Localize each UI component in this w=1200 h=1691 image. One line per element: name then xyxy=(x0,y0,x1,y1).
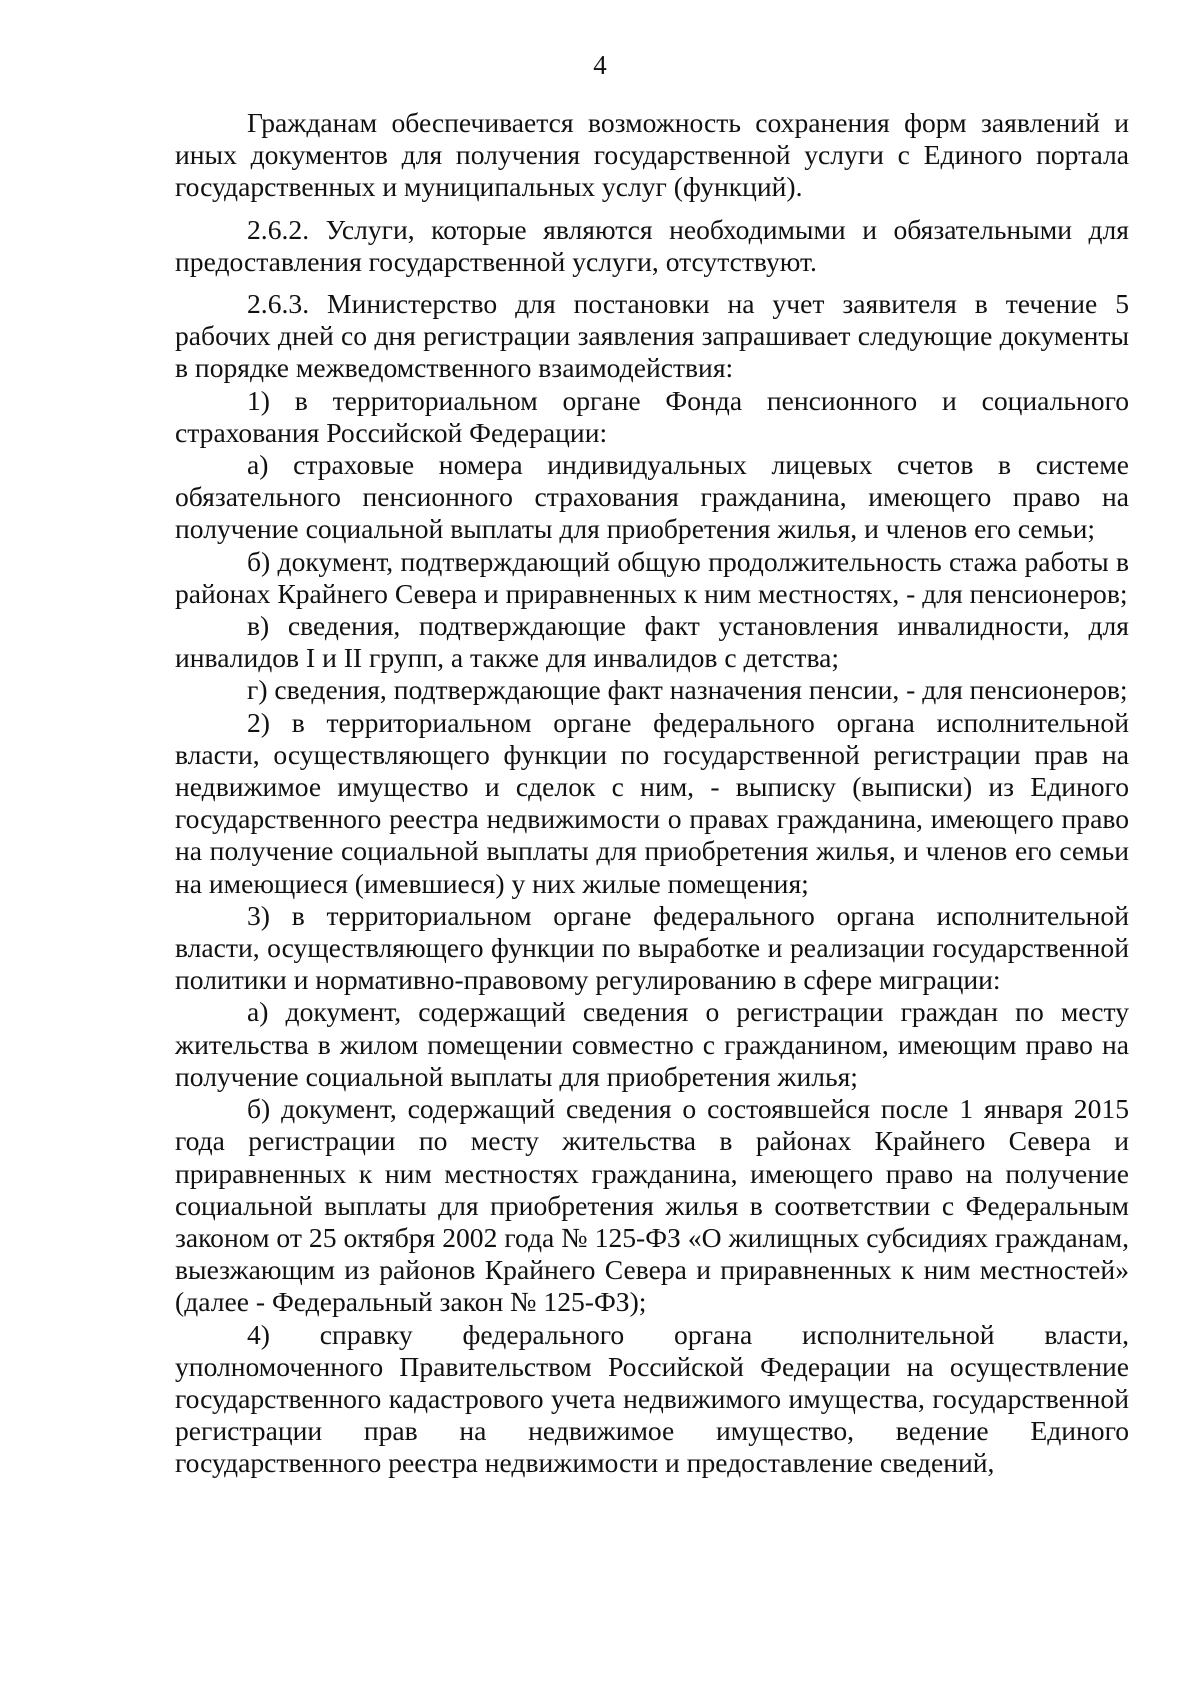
list-item-3a: а) документ, содержащий сведения о регистрации граждан по месту жительства в жилом помещении совместно с гражданином, имеющим право на получение социальной выплаты для приобретения жилья; xyxy=(175,996,1129,1092)
list-item-2: 2) в территориальном органе федерального органа исполнительной власти, осуществляющего функции по государственной регистрации прав на недвижимое имущество и сделок с ним, - выписку (выписки) из Единого государственного реестра недвижимости о правах гражданина, имеющего право на получение социальной выплаты для приобретения жилья, и членов его семьи на имеющиеся (имевшиеся) у них жилые помещения; xyxy=(175,706,1129,899)
list-item-4: 4) справку федерального органа исполнительной власти, уполномоченного Правительством Российской Федерации на осуществление государственного кадастрового учета недвижимого имущества, государственной регистрации прав на недвижимое имущество, ведение Единого государственного реестра недвижимости и предоставление сведений, xyxy=(175,1318,1129,1479)
document-body xyxy=(175,107,1129,1480)
list-item-3b: б) документ, содержащий сведения о состоявшейся после 1 января 2015 года регистрации по месту жительства в районах Крайнего Севера и приравненных к ним местностях гражданина, имеющего право на получение социальной выплаты для приобретения жилья в соответствии с Федеральным законом от 25 октября 2002 года № 125-ФЗ «О жилищных субсидиях гражданам, выезжающим из районов Крайнего Севера и приравненных к ним местностей» (далее - Федеральный закон № 125-ФЗ); xyxy=(175,1093,1129,1318)
page-number: 4 xyxy=(593,50,607,80)
paragraph-portal-forms: Гражданам обеспечивается возможность сохранения форм заявлений и иных документов для получения государственной услуги с Единого портала государственных и муниципальных услуг (функций). xyxy=(175,107,1129,203)
list-item-1v: в) сведения, подтверждающие факт установления инвалидности, для инвалидов I и II групп, а также для инвалидов с детства; xyxy=(175,610,1129,674)
list-item-3: 3) в территориальном органе федерального органа исполнительной власти, осуществляющего функции по выработке и реализации государственной политики и нормативно-правовому регулированию в сфере миграции: xyxy=(175,899,1129,996)
list-item-1g: г) сведения, подтверждающие факт назначения пенсии, - для пенсионеров; xyxy=(247,674,1128,706)
paragraph-2-6-2: 2.6.2. Услуги, которые являются необходимыми и обязательными для предоставления государственной услуги, отсутствуют. xyxy=(175,213,1129,277)
paragraph-2-6-3: 2.6.3. Министерство для постановки на учет заявителя в течение 5 рабочих дней со дня регистрации заявления запрашивает следующие документы в порядке межведомственного взаимодействия: xyxy=(175,288,1129,384)
list-item-1a: а) страховые номера индивидуальных лицевых счетов в системе обязательного пенсионного страхования гражданина, имеющего право на получение социальной выплаты для приобретения жилья, и членов его семьи; xyxy=(175,449,1129,545)
list-item-1b: б) документ, подтверждающий общую продолжительность стажа работы в районах Крайнего Севера и приравненных к ним местностях, - для пенсионеров; xyxy=(175,545,1129,609)
list-item-1: 1) в территориальном органе Фонда пенсионного и социального страхования Российской Федерации: xyxy=(175,384,1129,448)
